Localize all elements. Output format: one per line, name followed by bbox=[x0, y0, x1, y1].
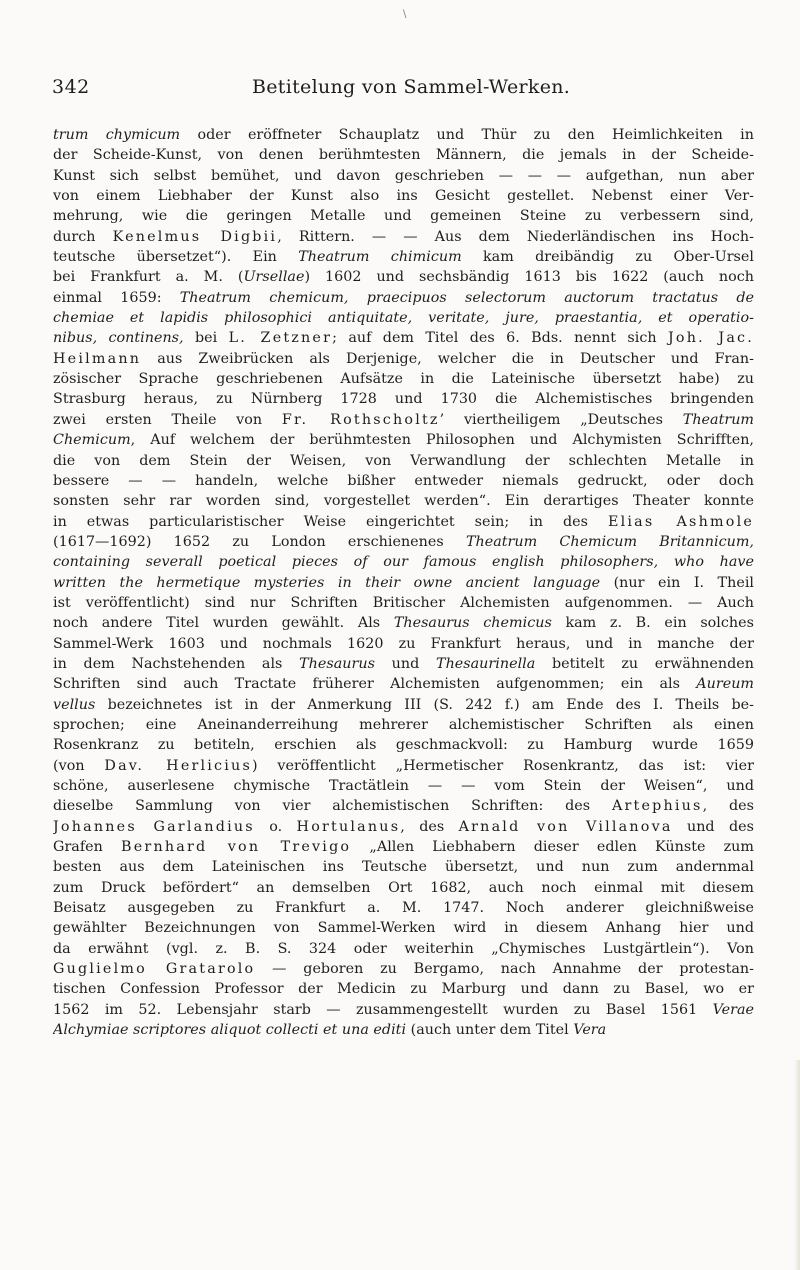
text-line: besten aus dem Lateinischen ins Teutsche übersetzt, und nun zum andernmal bbox=[53, 859, 754, 876]
text-line: Chemicum, Auf welchem der berühmtesten Philosophen und Alchymisten Schrifften, bbox=[53, 432, 754, 449]
text-line: Grafen Bernhard von Trevigo „Allen Liebhabern dieser edlen Künste zum bbox=[53, 839, 754, 856]
text-line: Guglielmo Gratarolo — geboren zu Bergamo, nach Annahme der protestan- bbox=[53, 961, 754, 978]
text-line: Johannes Garlandius o. Hortulanus, des Arnald von Villanova und des bbox=[53, 818, 754, 835]
text-line: trum chymicum oder eröffneter Schauplatz und Thür zu den Heimlichkeiten in bbox=[53, 127, 754, 143]
text-line: bessere — — handeln, welche bißher entweder niemals gedruckt, oder doch bbox=[53, 472, 754, 489]
text-line: written the hermetique mysteries in their owne ancient language (nur ein I. Theil bbox=[53, 574, 754, 591]
text-line: nibus, continens, bei L. Zetzner; auf dem Titel des 6. Bds. nennt sich Joh. Jac. bbox=[53, 330, 754, 347]
text-line: teutsche übersetzet“). Ein Theatrum chimicum kam dreibändig zu Ober-Ursel bbox=[53, 249, 754, 266]
text-line: der Scheide-Kunst, von denen berühmtesten Männern, die jemals in der Scheide- bbox=[53, 147, 754, 164]
text-line: (von Dav. Herlicius) veröffentlicht „Hermetischer Rosenkrantz, das ist: vier bbox=[53, 757, 754, 774]
text-line: 1562 im 52. Lebensjahr starb — zusammengestellt wurden zu Basel 1561 Verae bbox=[53, 1001, 754, 1018]
text-line: Schriften sind auch Tractate früherer Alchemisten aufgenommen; ein als Aureum bbox=[53, 676, 754, 693]
text-line: da erwähnt (vgl. z. B. S. 324 oder weiterhin „Chymisches Lustgärtlein“). Von bbox=[53, 940, 754, 957]
text-line: dieselbe Sammlung von vier alchemistischen Schriften: des Artephius, des bbox=[53, 798, 754, 815]
text-line: chemiae et lapidis philosophici antiquitate, veritate, jure, praestantia, et operatio- bbox=[53, 310, 754, 327]
text-line: Sammel-Werk 1603 und nochmals 1620 zu Frankfurt heraus, und in manche der bbox=[53, 635, 754, 652]
text-line: Kunst sich selbst bemühet, und davon geschrieben — — — aufgethan, nun aber bbox=[53, 167, 754, 184]
text-line: zwei ersten Theile von Fr. Rothscholtz’ viertheiligem „Deutsches Theatrum bbox=[53, 411, 754, 428]
text-line: vellus bezeichnetes ist in der Anmerkung III (S. 242 f.) am Ende des I. Theils be- bbox=[53, 696, 754, 713]
scan-edge-shadow bbox=[794, 1060, 800, 1270]
text-line: noch andere Titel wurden gewählt. Als Thesaurus chemicus kam z. B. ein solches bbox=[53, 615, 754, 632]
text-line: bei Frankfurt a. M. (Ursellae) 1602 und sechsbändig 1613 bis 1622 (auch noch bbox=[53, 269, 754, 286]
running-title: Betitelung von Sammel-Werken. bbox=[252, 76, 571, 98]
text-line: (1617—1692) 1652 zu London erschienenes Theatrum Chemicum Britannicum, bbox=[53, 533, 754, 550]
text-line: containing severall poetical pieces of our famous english philosophers, who have bbox=[53, 554, 754, 571]
text-line: Heilmann aus Zweibrücken als Derjenige, welcher die in Deutscher und Fran- bbox=[53, 350, 754, 367]
text-line: die von dem Stein der Weisen, von Verwandlung der schlechten Metalle in bbox=[53, 452, 754, 469]
text-line: sprochen; eine Aneinanderreihung mehrerer alchemistischer Schriften als einen bbox=[53, 716, 754, 733]
text-line: Alchymiae scriptores aliquot collecti et una editi (auch unter dem Titel Vera bbox=[53, 1022, 607, 1039]
body-text bbox=[53, 125, 754, 1040]
text-line: zösischer Sprache geschriebenen Aufsätze in die Lateinische übersetzt habe) zu bbox=[53, 371, 754, 388]
text-line: zum Druck befördert“ an demselben Ort 1682, auch noch einmal mit diesem bbox=[53, 879, 754, 896]
text-line: in dem Nachstehenden als Thesaurus und Thesaurinella betitelt zu erwähnenden bbox=[53, 655, 754, 672]
scan-mark: \ bbox=[403, 9, 407, 20]
text-line: mehrung, wie die geringen Metalle und gemeinen Steine zu verbessern sind, bbox=[53, 208, 754, 225]
text-line: gewählter Bezeichnungen von Sammel-Werken wird in diesem Anhang hier und bbox=[53, 920, 754, 937]
text-line: ist veröffentlicht) sind nur Schriften Britischer Alchemisten aufgenommen. — Auch bbox=[53, 594, 754, 611]
text-line: in etwas particularistischer Weise eingerichtet sein; in des Elias Ashmole bbox=[53, 513, 754, 530]
text-line: Strasburg heraus, zu Nürnberg 1728 und 1730 die Alchemistisches bringenden bbox=[53, 391, 754, 408]
text-line: Beisatz ausgegeben zu Frankfurt a. M. 1747. Noch anderer gleichnißweise bbox=[53, 900, 754, 917]
text-line: tischen Confession Professor der Medicin zu Marburg und dann zu Basel, wo er bbox=[53, 981, 754, 998]
text-line: Rosenkranz zu betiteln, erschien als geschmackvoll: zu Hamburg wurde 1659 bbox=[53, 737, 754, 754]
text-line: einmal 1659: Theatrum chemicum, praecipuos selectorum auctorum tractatus de bbox=[53, 289, 754, 306]
text-line: sonsten sehr rar worden sind, vorgestellet werden“. Ein derartiges Theater konnte bbox=[53, 493, 754, 510]
page-header bbox=[52, 76, 752, 104]
page-number: 342 bbox=[52, 76, 90, 98]
text-line: durch Kenelmus Digbii, Rittern. — — Aus dem Niederländischen ins Hoch- bbox=[53, 228, 754, 245]
text-line: von einem Liebhaber der Kunst also ins Gesicht gestellet. Nebenst einer Ver- bbox=[53, 188, 754, 205]
text-line: schöne, auserlesene chymische Tractätlein — — vom Stein der Weisen“, und bbox=[53, 778, 754, 794]
